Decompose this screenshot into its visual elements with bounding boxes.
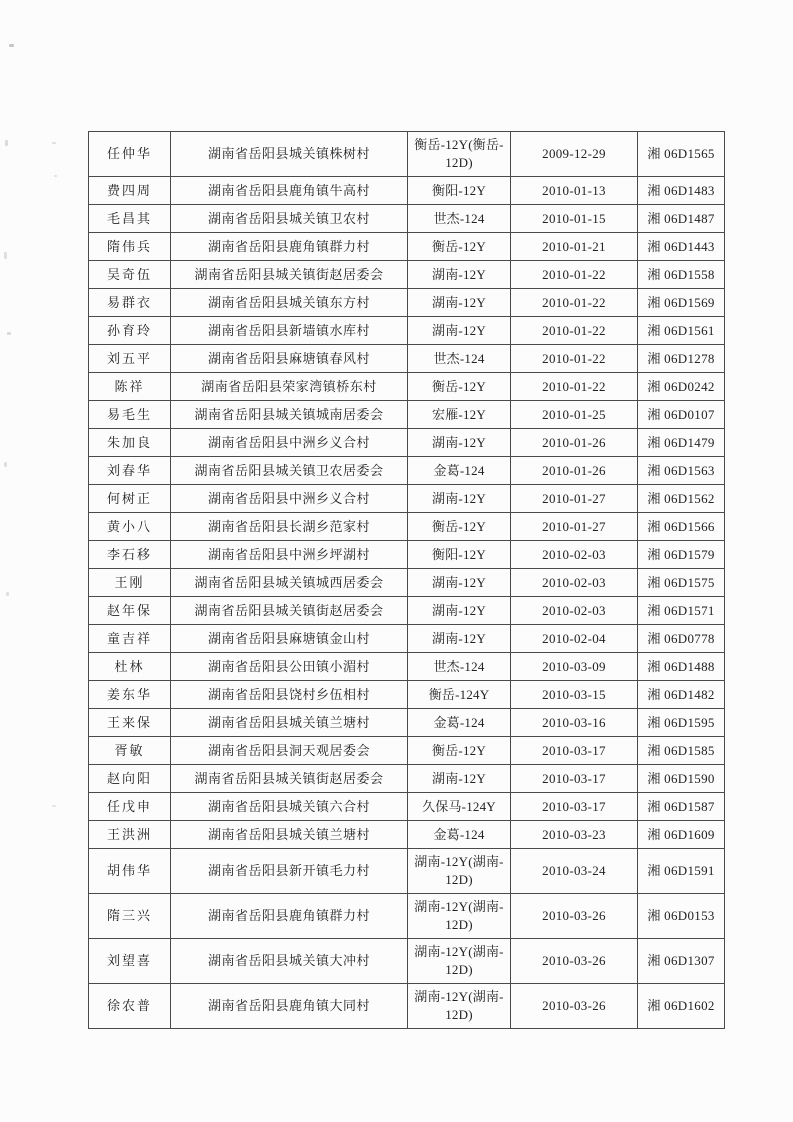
table-row xyxy=(89,653,725,681)
table-row xyxy=(89,233,725,261)
address-cell: 湖南省岳阳县鹿角镇牛高村 xyxy=(171,177,408,205)
owner-name-cell: 赵年保 xyxy=(89,597,171,625)
table-row xyxy=(89,737,725,765)
date-cell: 2010-03-24 xyxy=(511,849,638,894)
address-cell: 湖南省岳阳县城关镇兰塘村 xyxy=(171,709,408,737)
owner-name-cell: 王刚 xyxy=(89,569,171,597)
model-cell: 衡阳-12Y xyxy=(408,177,511,205)
date-cell: 2010-01-22 xyxy=(511,261,638,289)
date-cell: 2010-01-25 xyxy=(511,401,638,429)
address-cell: 湖南省岳阳县中洲乡坪湖村 xyxy=(171,541,408,569)
date-cell: 2010-01-22 xyxy=(511,317,638,345)
address-cell: 湖南省岳阳县鹿角镇群力村 xyxy=(171,233,408,261)
date-cell: 2010-03-09 xyxy=(511,653,638,681)
plate-number-cell: 湘 06D0778 xyxy=(638,625,725,653)
address-cell: 湖南省岳阳县城关镇兰塘村 xyxy=(171,821,408,849)
owner-name-cell: 任戊申 xyxy=(89,793,171,821)
date-cell: 2010-02-03 xyxy=(511,569,638,597)
address-cell: 湖南省岳阳县城关镇东方村 xyxy=(171,289,408,317)
model-cell: 金葛-124 xyxy=(408,821,511,849)
model-cell: 湖南-12Y xyxy=(408,429,511,457)
owner-name-cell: 易毛生 xyxy=(89,401,171,429)
table-row xyxy=(89,569,725,597)
model-cell: 衡阳-12Y xyxy=(408,541,511,569)
table-row xyxy=(89,401,725,429)
date-cell: 2010-01-13 xyxy=(511,177,638,205)
plate-number-cell: 湘 06D1443 xyxy=(638,233,725,261)
owner-name-cell: 何树正 xyxy=(89,485,171,513)
address-cell: 湖南省岳阳县新墙镇水库村 xyxy=(171,317,408,345)
owner-name-cell: 孙育玲 xyxy=(89,317,171,345)
date-cell: 2010-01-22 xyxy=(511,345,638,373)
table-row xyxy=(89,821,725,849)
owner-name-cell: 陈祥 xyxy=(89,373,171,401)
plate-number-cell: 湘 06D1609 xyxy=(638,821,725,849)
plate-number-cell: 湘 06D1591 xyxy=(638,849,725,894)
owner-name-cell: 刘春华 xyxy=(89,457,171,485)
owner-name-cell: 费四周 xyxy=(89,177,171,205)
plate-number-cell: 湘 06D1563 xyxy=(638,457,725,485)
date-cell: 2010-03-26 xyxy=(511,894,638,939)
model-cell: 湖南-12Y xyxy=(408,289,511,317)
plate-number-cell: 湘 06D1558 xyxy=(638,261,725,289)
address-cell: 湖南省岳阳县麻塘镇金山村 xyxy=(171,625,408,653)
date-cell: 2010-02-03 xyxy=(511,541,638,569)
scan-speck xyxy=(7,332,11,335)
table-row xyxy=(89,373,725,401)
address-cell: 湖南省岳阳县城关镇卫农村 xyxy=(171,205,408,233)
owner-name-cell: 胥敏 xyxy=(89,737,171,765)
date-cell: 2010-03-26 xyxy=(511,984,638,1029)
owner-name-cell: 王洪洲 xyxy=(89,821,171,849)
model-cell: 湖南-12Y xyxy=(408,485,511,513)
model-cell: 湖南-12Y(湖南-12D) xyxy=(408,894,511,939)
model-cell: 衡岳-12Y xyxy=(408,373,511,401)
table-row xyxy=(89,709,725,737)
table-row xyxy=(89,625,725,653)
model-cell: 衡岳-12Y(衡岳-12D) xyxy=(408,132,511,177)
date-cell: 2010-01-27 xyxy=(511,485,638,513)
scan-speck xyxy=(54,175,57,177)
address-cell: 湖南省岳阳县麻塘镇春风村 xyxy=(171,345,408,373)
address-cell: 湖南省岳阳县鹿角镇大同村 xyxy=(171,984,408,1029)
owner-name-cell: 赵向阳 xyxy=(89,765,171,793)
owner-name-cell: 姜东华 xyxy=(89,681,171,709)
date-cell: 2010-03-17 xyxy=(511,737,638,765)
address-cell: 湖南省岳阳县洞天观居委会 xyxy=(171,737,408,765)
date-cell: 2010-03-23 xyxy=(511,821,638,849)
date-cell: 2010-01-21 xyxy=(511,233,638,261)
model-cell: 湖南-12Y(湖南-12D) xyxy=(408,939,511,984)
plate-number-cell: 湘 06D1571 xyxy=(638,597,725,625)
scan-speck xyxy=(52,142,56,144)
date-cell: 2010-02-04 xyxy=(511,625,638,653)
plate-number-cell: 湘 06D1587 xyxy=(638,793,725,821)
address-cell: 湖南省岳阳县中洲乡义合村 xyxy=(171,485,408,513)
address-cell: 湖南省岳阳县城关镇街赵居委会 xyxy=(171,261,408,289)
address-cell: 湖南省岳阳县城关镇街赵居委会 xyxy=(171,597,408,625)
table-row xyxy=(89,132,725,177)
date-cell: 2009-12-29 xyxy=(511,132,638,177)
table-row xyxy=(89,939,725,984)
model-cell: 湖南-12Y xyxy=(408,765,511,793)
table-body xyxy=(89,132,725,1029)
owner-name-cell: 隋伟兵 xyxy=(89,233,171,261)
address-cell: 湖南省岳阳县公田镇小湄村 xyxy=(171,653,408,681)
model-cell: 衡岳-124Y xyxy=(408,681,511,709)
model-cell: 世杰-124 xyxy=(408,205,511,233)
plate-number-cell: 湘 06D1482 xyxy=(638,681,725,709)
owner-name-cell: 黄小八 xyxy=(89,513,171,541)
table-row xyxy=(89,597,725,625)
table-row xyxy=(89,317,725,345)
table-row xyxy=(89,177,725,205)
table-row xyxy=(89,541,725,569)
plate-number-cell: 湘 06D1590 xyxy=(638,765,725,793)
table-row xyxy=(89,849,725,894)
address-cell: 湖南省岳阳县中洲乡义合村 xyxy=(171,429,408,457)
address-cell: 湖南省岳阳县城关镇城南居委会 xyxy=(171,401,408,429)
plate-number-cell: 湘 06D1487 xyxy=(638,205,725,233)
address-cell: 湖南省岳阳县城关镇城西居委会 xyxy=(171,569,408,597)
plate-number-cell: 湘 06D1483 xyxy=(638,177,725,205)
plate-number-cell: 湘 06D0153 xyxy=(638,894,725,939)
model-cell: 湖南-12Y xyxy=(408,261,511,289)
plate-number-cell: 湘 06D0242 xyxy=(638,373,725,401)
date-cell: 2010-01-26 xyxy=(511,457,638,485)
owner-name-cell: 毛昌其 xyxy=(89,205,171,233)
owner-name-cell: 杜林 xyxy=(89,653,171,681)
model-cell: 衡岳-12Y xyxy=(408,513,511,541)
address-cell: 湖南省岳阳县城关镇株树村 xyxy=(171,132,408,177)
plate-number-cell: 湘 06D1575 xyxy=(638,569,725,597)
address-cell: 湖南省岳阳县城关镇六合村 xyxy=(171,793,408,821)
date-cell: 2010-03-17 xyxy=(511,765,638,793)
plate-number-cell: 湘 06D1565 xyxy=(638,132,725,177)
model-cell: 宏雁-12Y xyxy=(408,401,511,429)
address-cell: 湖南省岳阳县饶村乡伍相村 xyxy=(171,681,408,709)
owner-name-cell: 隋三兴 xyxy=(89,894,171,939)
owner-name-cell: 吴奇伍 xyxy=(89,261,171,289)
owner-name-cell: 易群衣 xyxy=(89,289,171,317)
owner-name-cell: 徐农普 xyxy=(89,984,171,1029)
plate-number-cell: 湘 06D1479 xyxy=(638,429,725,457)
address-cell: 湖南省岳阳县城关镇大冲村 xyxy=(171,939,408,984)
scan-speck xyxy=(4,462,7,467)
date-cell: 2010-01-22 xyxy=(511,373,638,401)
date-cell: 2010-03-15 xyxy=(511,681,638,709)
model-cell: 湖南-12Y xyxy=(408,625,511,653)
plate-number-cell: 湘 06D1579 xyxy=(638,541,725,569)
table-row xyxy=(89,289,725,317)
owner-name-cell: 朱加良 xyxy=(89,429,171,457)
address-cell: 湖南省岳阳县荣家湾镇桥东村 xyxy=(171,373,408,401)
owner-name-cell: 刘望喜 xyxy=(89,939,171,984)
owner-name-cell: 童吉祥 xyxy=(89,625,171,653)
model-cell: 金葛-124 xyxy=(408,457,511,485)
address-cell: 湖南省岳阳县新开镇毛力村 xyxy=(171,849,408,894)
model-cell: 湖南-12Y xyxy=(408,569,511,597)
registration-table xyxy=(88,131,725,1029)
model-cell: 湖南-12Y(湖南-12D) xyxy=(408,849,511,894)
date-cell: 2010-01-15 xyxy=(511,205,638,233)
scan-speck xyxy=(6,592,9,596)
date-cell: 2010-02-03 xyxy=(511,597,638,625)
plate-number-cell: 湘 06D1307 xyxy=(638,939,725,984)
address-cell: 湖南省岳阳县城关镇卫农居委会 xyxy=(171,457,408,485)
owner-name-cell: 李石移 xyxy=(89,541,171,569)
date-cell: 2010-03-17 xyxy=(511,793,638,821)
owner-name-cell: 王来保 xyxy=(89,709,171,737)
table-row xyxy=(89,765,725,793)
owner-name-cell: 胡伟华 xyxy=(89,849,171,894)
model-cell: 金葛-124 xyxy=(408,709,511,737)
model-cell: 湖南-12Y xyxy=(408,317,511,345)
model-cell: 久保马-124Y xyxy=(408,793,511,821)
date-cell: 2010-01-27 xyxy=(511,513,638,541)
table-row xyxy=(89,793,725,821)
plate-number-cell: 湘 06D1566 xyxy=(638,513,725,541)
address-cell: 湖南省岳阳县鹿角镇群力村 xyxy=(171,894,408,939)
table-row xyxy=(89,681,725,709)
model-cell: 世杰-124 xyxy=(408,345,511,373)
plate-number-cell: 湘 06D1595 xyxy=(638,709,725,737)
table-row xyxy=(89,345,725,373)
plate-number-cell: 湘 06D1278 xyxy=(638,345,725,373)
scan-speck xyxy=(4,252,7,259)
owner-name-cell: 任仲华 xyxy=(89,132,171,177)
date-cell: 2010-03-26 xyxy=(511,939,638,984)
plate-number-cell: 湘 06D1569 xyxy=(638,289,725,317)
plate-number-cell: 湘 06D1561 xyxy=(638,317,725,345)
owner-name-cell: 刘五平 xyxy=(89,345,171,373)
scan-speck xyxy=(52,805,56,807)
scan-speck xyxy=(5,140,8,146)
plate-number-cell: 湘 06D0107 xyxy=(638,401,725,429)
plate-number-cell: 湘 06D1585 xyxy=(638,737,725,765)
table-row xyxy=(89,984,725,1029)
model-cell: 湖南-12Y(湖南-12D) xyxy=(408,984,511,1029)
table-row xyxy=(89,485,725,513)
address-cell: 湖南省岳阳县长湖乡范家村 xyxy=(171,513,408,541)
table-row xyxy=(89,894,725,939)
plate-number-cell: 湘 06D1488 xyxy=(638,653,725,681)
plate-number-cell: 湘 06D1602 xyxy=(638,984,725,1029)
date-cell: 2010-01-22 xyxy=(511,289,638,317)
table-row xyxy=(89,513,725,541)
model-cell: 衡岳-12Y xyxy=(408,233,511,261)
model-cell: 世杰-124 xyxy=(408,653,511,681)
date-cell: 2010-03-16 xyxy=(511,709,638,737)
plate-number-cell: 湘 06D1562 xyxy=(638,485,725,513)
address-cell: 湖南省岳阳县城关镇街赵居委会 xyxy=(171,765,408,793)
table-row xyxy=(89,205,725,233)
table-row xyxy=(89,261,725,289)
date-cell: 2010-01-26 xyxy=(511,429,638,457)
model-cell: 湖南-12Y xyxy=(408,597,511,625)
table-row xyxy=(89,429,725,457)
scan-speck xyxy=(9,44,14,47)
model-cell: 衡岳-12Y xyxy=(408,737,511,765)
table-row xyxy=(89,457,725,485)
